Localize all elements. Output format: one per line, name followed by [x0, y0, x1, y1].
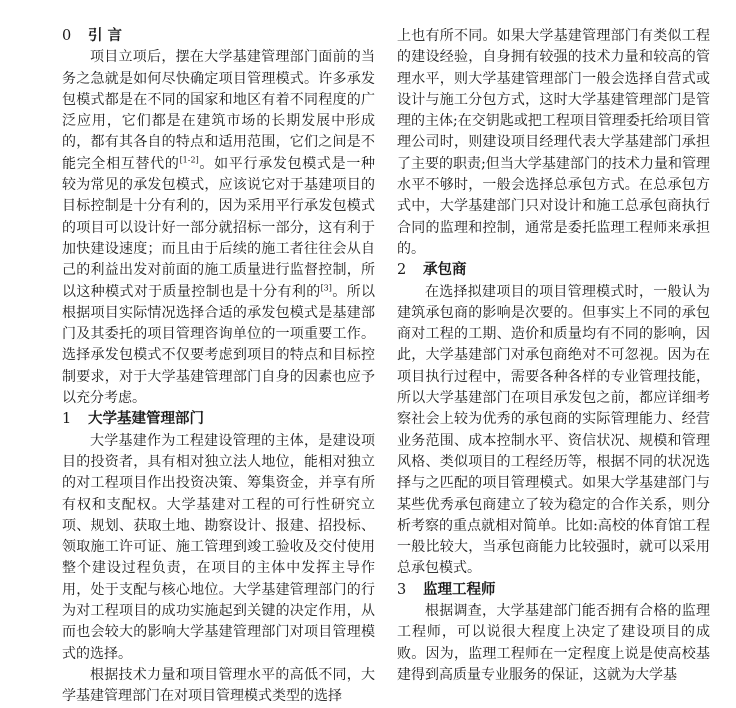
section3-paragraph: 根据调查，大学基建部门能否拥有合格的监理工程师，可以说很大程度上决定了建设项目的成败。因为，监理工程师在一定程度上说是使高校基建得到高质量专业服务的保证，这就为大学基 — [397, 603, 710, 683]
section-heading-intro — [62, 26, 375, 47]
section-title: 大学基建管理部门 — [88, 411, 204, 428]
paragraph-text: 。如平行承发包模式是一种较为常见的承发包模式，应该说它对于基建项目的目标控制是十分有利的，因为采用平行承发包模式的项目可以设计好一部分就招标一部分，这有利于加快建设速度；而且由于后续的施工者往往会从自己的利益出发对前面的施工质量进行监督控制，所以这种模式对于质量控制也是十分有利的 — [62, 155, 376, 300]
section1-paragraph: 大学基建作为工程建设管理的主体，是建设项目的投资者，具有相对独立法人地位，能相对独立的对工程项目作出投资决策、筹集资金，并享有所有权和支配权。大学基建对工程的可行性研究立项、规划、获取土地、勘察设计、报建、招投标、领取施工许可证、施工管理到竣工验收及交付使用整个建设过程负责，在项目的主体中发挥主导作用，处于支配与核心地位。大学基建管理部门的行为对工程项目的成功实施起到关键的决定作用，从而也会较大的影响大学基建管理部门对项目管理模式的选择。 — [62, 432, 375, 662]
section-number: 3 — [397, 581, 407, 598]
paragraph-text: 项目立项后，摆在大学基建管理部门面前的当务之急就是如何尽快确定项目管理模式。许多承发包模式都是在不同的国家和地区有着不同程度的广泛应用，它们都是在建筑市场的长期发展中形成的，都有其各自的特点和适用范围，它们之间是不能完全相互替代的 — [62, 49, 375, 172]
right-column — [397, 26, 710, 686]
section2-paragraph: 在选择拟建项目的项目管理模式时，一般认为建筑承包商的影响是次要的。但事实上不同的承包商对工程的工期、造价和质量均有不同的影响，因此，大学基建部门对承包商绝对不可忽视。因为在项目执行过程中，需要各种各样的专业管理技能，所以大学基建部门在项目承发包之前，都应详细考察社会上较为优秀的承包商的实际管理能力、经营业务范围、成本控制水平、资信状况、规模和管理风格、类似项目的工程经历等，根据不同的状况选择与之匹配的项目管理模式。如果大学基建部门与某些优秀承包商建立了较为稳定的合作关系，则分析考察的重点就相对简单。比如:高校的体育馆工程一般比较大，当承包商能力比较强时，就可以采用总承包模式。 — [397, 283, 710, 577]
section1-paragraph-continued: 上也有所不同。如果大学基建管理部门有类似工程的建设经验，自身拥有较强的技术力量和较高的管理水平，则大学基建管理部门一般会选择自营式或设计与施工分包方式，这时大学基建管理部门是管理的主体;在交钥匙或把工程项目管理委托给项目管理公司时，则建设项目经理代表大学基建部门承担了主要的职责;但当大学基建部门的技术力量和管理水平不够时，一般会选择总承包方式。在总承包方式中，大学基建部门只对设计和施工总承包商执行合同的监理和控制，通常是委托监理工程师来承担的。 — [397, 28, 710, 257]
section-number: 2 — [397, 262, 407, 279]
intro-paragraph — [62, 47, 375, 409]
left-column — [62, 26, 375, 708]
section-title: 承包商 — [423, 262, 467, 279]
paragraph-text: 。所以根据项目实际情况选择合适的承发包模式是基建部门及其委托的项目管理咨询单位的一项重要工作。选择承发包模式不仅要考虑到项目的特点和目标控制要求，对于大学基建管理部门自身的因素也应予以充分考虑。 — [62, 283, 375, 407]
section-number: 0 — [62, 28, 72, 44]
section-title: 监理工程师 — [423, 581, 496, 598]
section-heading-3 — [397, 580, 710, 601]
section-heading-1 — [62, 409, 375, 430]
section-title: 引 言 — [88, 28, 123, 44]
section-number: 1 — [62, 411, 72, 428]
section1-paragraph: 根据技术力量和项目管理水平的高低不同，大学基建管理部门在对项目管理模式类型的选择 — [62, 666, 375, 705]
citation-ref: [3] — [320, 282, 332, 292]
section-heading-2 — [397, 260, 710, 281]
citation-ref: [1-2] — [179, 155, 199, 165]
